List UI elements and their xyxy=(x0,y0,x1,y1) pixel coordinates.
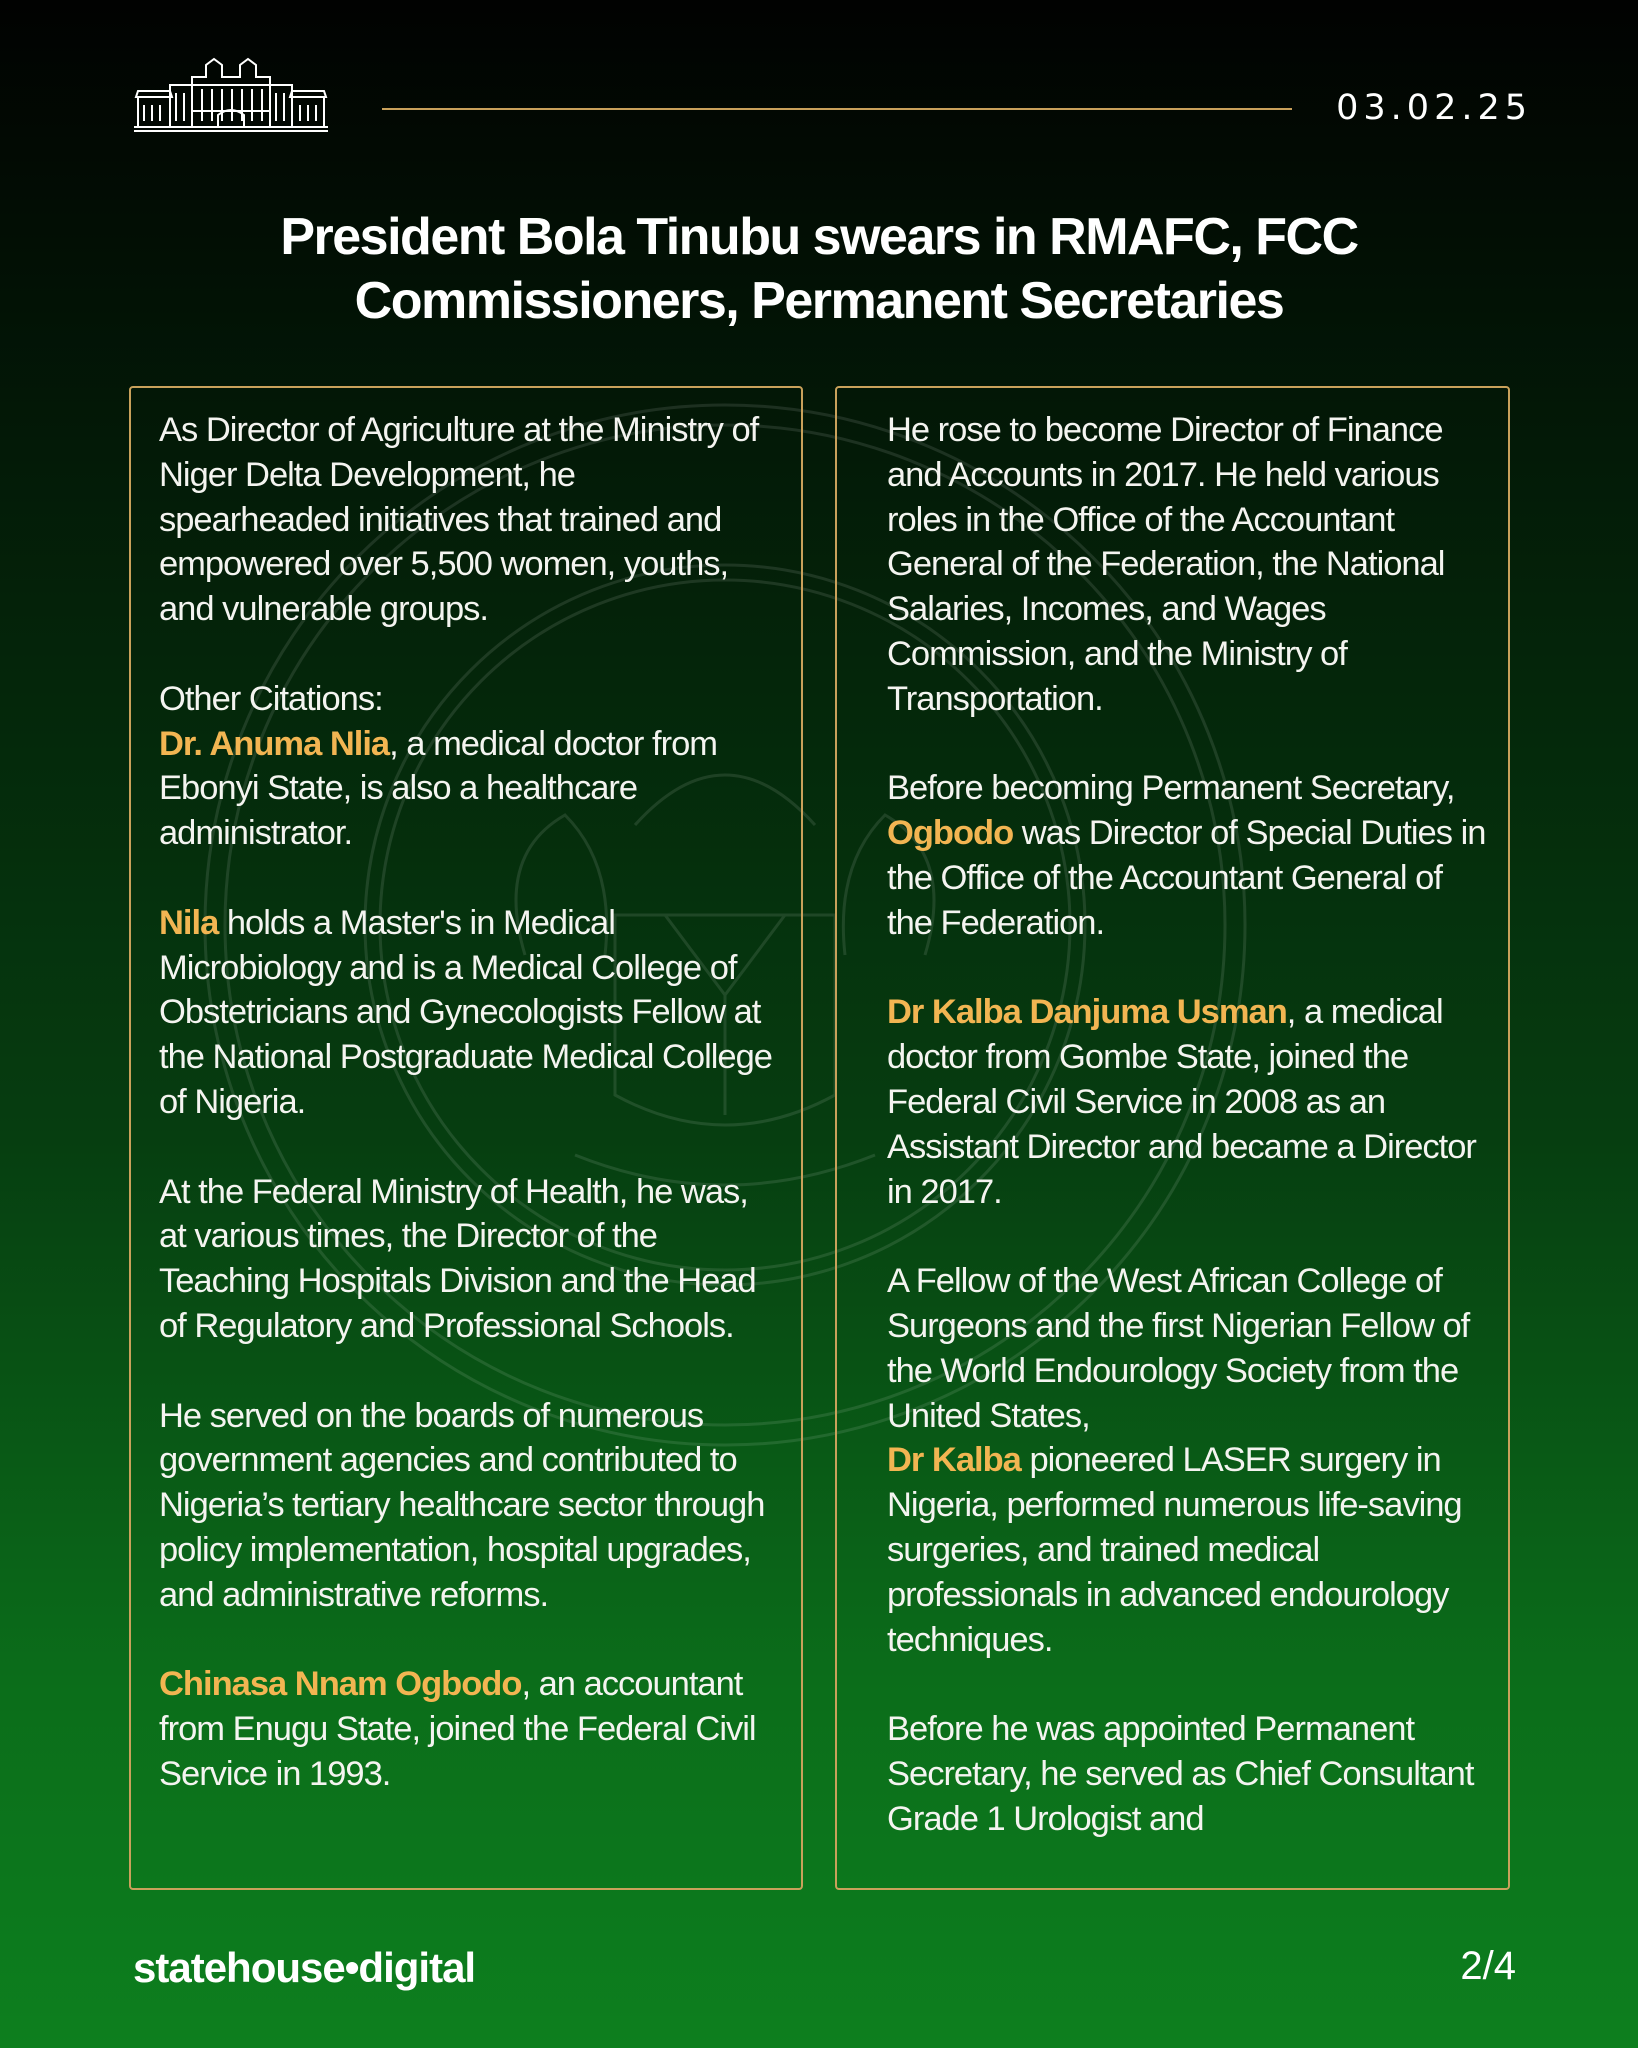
paragraph xyxy=(159,901,773,1125)
citations-heading: Other Citations: xyxy=(159,679,383,718)
header-divider xyxy=(382,108,1292,110)
paragraph xyxy=(887,1259,1488,1662)
paragraph-text: Before becoming Permanent Secretary, xyxy=(887,769,1455,808)
paragraph: At the Federal Ministry of Health, he was, at various times, the Director of the Teaching Hospitals Division and the Head of Regulatory and Professional Schools. xyxy=(159,1172,756,1345)
paragraph-text: , a medical doctor from Ebonyi State, is also a healthcare administrator. xyxy=(159,724,718,853)
paragraph-text: , an accountant from Enugu State, joined the Federal Civil Service in 1993. xyxy=(159,1665,756,1793)
page-indicator: 2/4 xyxy=(1460,1944,1516,1988)
paragraph xyxy=(159,677,773,856)
paragraph xyxy=(159,1662,773,1796)
paragraph: He rose to become Director of Finance and Accounts in 2017. He held various roles in the Office of the Accountant General of the Federation, the National Salaries, Incomes, and Wages Commission, and the Ministry of Transportation. xyxy=(887,411,1445,718)
brand-wordmark: statehouse•digital xyxy=(133,1944,476,1991)
page-title xyxy=(160,205,1478,333)
paragraph: Before he was appointed Permanent Secretary, he served as Chief Consultant Grade 1 Urologist and xyxy=(887,1710,1474,1838)
person-name: Dr. Anuma Nlia xyxy=(159,724,390,763)
person-name: Dr Kalba Danjuma Usman xyxy=(887,993,1287,1032)
paragraph-text: was Director of Special Duties in the Office of the Accountant General of the Federation. xyxy=(887,814,1486,942)
right-text-panel xyxy=(835,386,1510,1890)
paragraph: As Director of Agriculture at the Ministry of Niger Delta Development, he spearheaded initiatives that trained and empowered over 5,500 women, youths, and vulnerable groups. xyxy=(159,411,759,629)
title-line-2: Commissioners, Permanent Secretaries xyxy=(354,272,1284,330)
paragraph-text: , a medical doctor from Gombe State, joined the Federal Civil Service in 2008 as an Assistant Director and became a Director in 2017. xyxy=(887,993,1476,1211)
paragraph xyxy=(887,766,1488,945)
state-house-logo xyxy=(130,55,332,133)
person-name: Chinasa Nnam Ogbodo xyxy=(159,1665,522,1704)
paragraph: He served on the boards of numerous government agencies and contributed to Nigeria’s tertiary healthcare sector through policy implementation, hospital upgrades, and administrative reforms. xyxy=(159,1396,765,1614)
post-date: 03.02.25 xyxy=(1336,88,1532,128)
paragraph-text: holds a Master's in Medical Microbiology and is a Medical College of Obstetricians and Gynecologists Fellow at the National Postgraduate Medical College of Nigeria. xyxy=(159,903,772,1121)
person-name: Nila xyxy=(159,903,219,942)
person-name: Dr Kalba xyxy=(887,1441,1021,1480)
paragraph-text: pioneered LASER surgery in Nigeria, performed numerous life-saving surgeries, and trained medical professionals in advanced endourology techniques. xyxy=(887,1441,1462,1659)
title-line-1: President Bola Tinubu swears in RMAFC, FCC xyxy=(280,208,1358,266)
left-text-panel xyxy=(129,386,803,1890)
paragraph-text: A Fellow of the West African College of Surgeons and the first Nigerian Fellow of the World Endourology Society from the United States, xyxy=(887,1262,1470,1435)
paragraph xyxy=(887,990,1488,1214)
person-name: Ogbodo xyxy=(887,814,1014,853)
